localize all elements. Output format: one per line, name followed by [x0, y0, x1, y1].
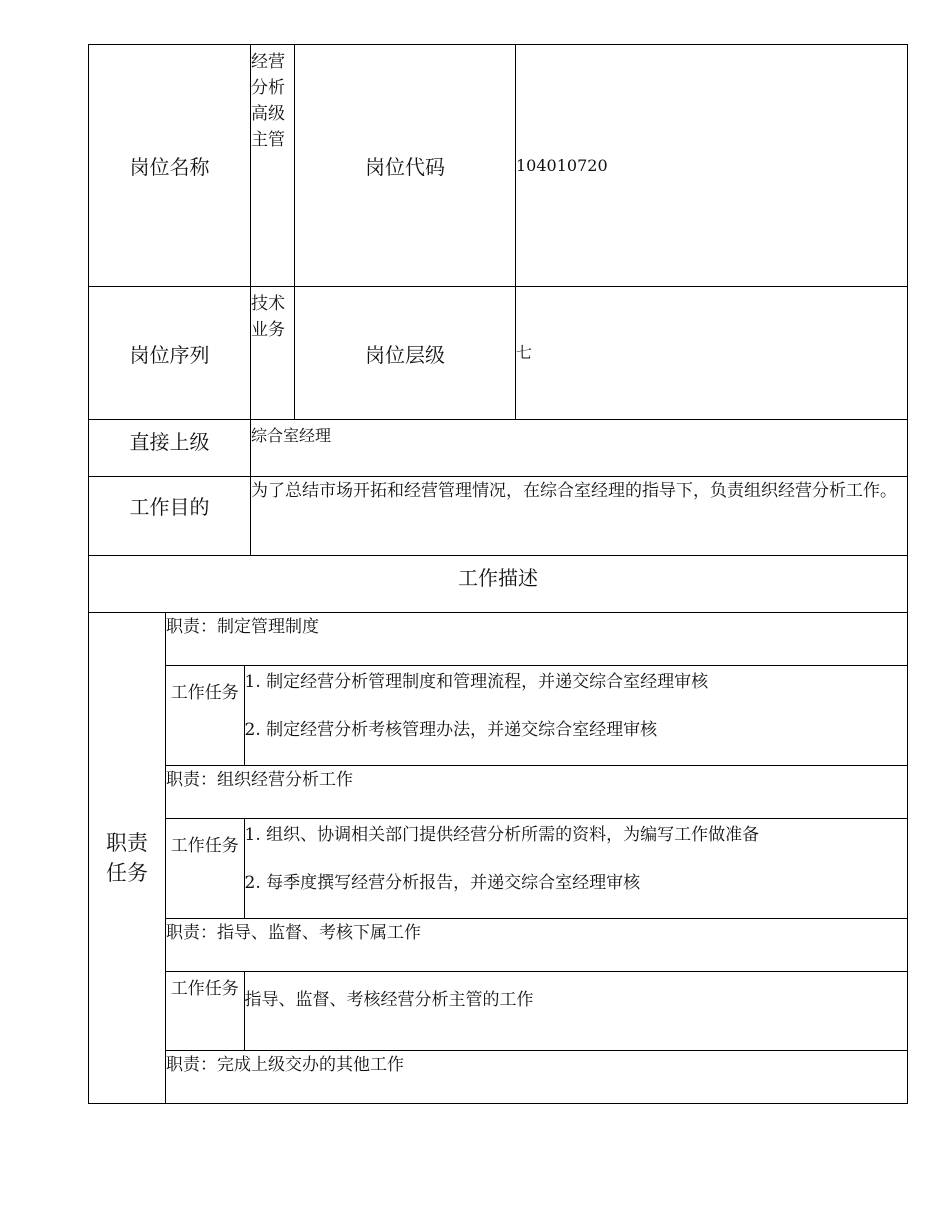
row-duties: [89, 613, 908, 1104]
position-name-value: 经营分析高级主管: [251, 45, 295, 287]
task-label: 工作任务: [166, 666, 244, 766]
row-position-name: [89, 45, 908, 287]
task-item: 1. 组织、协调相关部门提供经营分析所需的资料，为编写工作做准备: [244, 825, 760, 845]
duties-label: [89, 613, 166, 1104]
position-name-label: 岗位名称: [89, 45, 251, 287]
position-level-label: 岗位层级: [295, 287, 516, 420]
duty-row: [166, 919, 907, 972]
task-item: 2. 制定经营分析考核管理办法，并递交综合室经理审核: [244, 720, 658, 740]
superior-value: 综合室经理: [251, 420, 908, 477]
row-position-series: [89, 287, 908, 420]
row-superior: [89, 420, 908, 477]
task-item: 指导、监督、考核经营分析主管的工作: [244, 990, 534, 1010]
task-label: 工作任务: [166, 819, 244, 919]
superior-label: 直接上级: [89, 420, 251, 477]
duties-table: [166, 613, 907, 1103]
row-purpose: [89, 477, 908, 556]
purpose-value: 为了总结市场开拓和经营管理情况，在综合室经理的指导下，负责组织经营分析工作。: [251, 477, 908, 556]
position-series-value: 技术业务: [251, 287, 295, 420]
task-list: [244, 666, 907, 766]
task-item: 2. 每季度撰写经营分析报告，并递交综合室经理审核: [244, 873, 641, 893]
duty-row: [166, 766, 907, 819]
task-row: [166, 666, 907, 766]
description-title: 工作描述: [89, 556, 908, 613]
task-row: [166, 972, 907, 1051]
duty-row: [166, 613, 907, 666]
duty-title: 职责：完成上级交办的其他工作: [166, 1051, 907, 1104]
task-list: [244, 972, 907, 1051]
duty-title: 职责：组织经营分析工作: [166, 766, 907, 819]
task-item: 1. 制定经营分析管理制度和管理流程，并递交综合室经理审核: [244, 672, 709, 692]
duties-label-text: 职责任务: [106, 831, 148, 885]
row-description-title: [89, 556, 908, 613]
duty-title: 职责：制定管理制度: [166, 613, 907, 666]
position-code-value: 104010720: [516, 45, 908, 287]
task-row: [166, 819, 907, 919]
task-list: [244, 819, 907, 919]
position-series-label: 岗位序列: [89, 287, 251, 420]
position-level-value: 七: [516, 287, 908, 420]
purpose-label: 工作目的: [89, 477, 251, 556]
job-table: [88, 44, 908, 1104]
task-label: 工作任务: [166, 972, 244, 1051]
position-code-label: 岗位代码: [295, 45, 516, 287]
job-description-form: [88, 44, 907, 1104]
duties-container: [166, 613, 908, 1104]
duty-row: [166, 1051, 907, 1104]
duty-title: 职责：指导、监督、考核下属工作: [166, 919, 907, 972]
